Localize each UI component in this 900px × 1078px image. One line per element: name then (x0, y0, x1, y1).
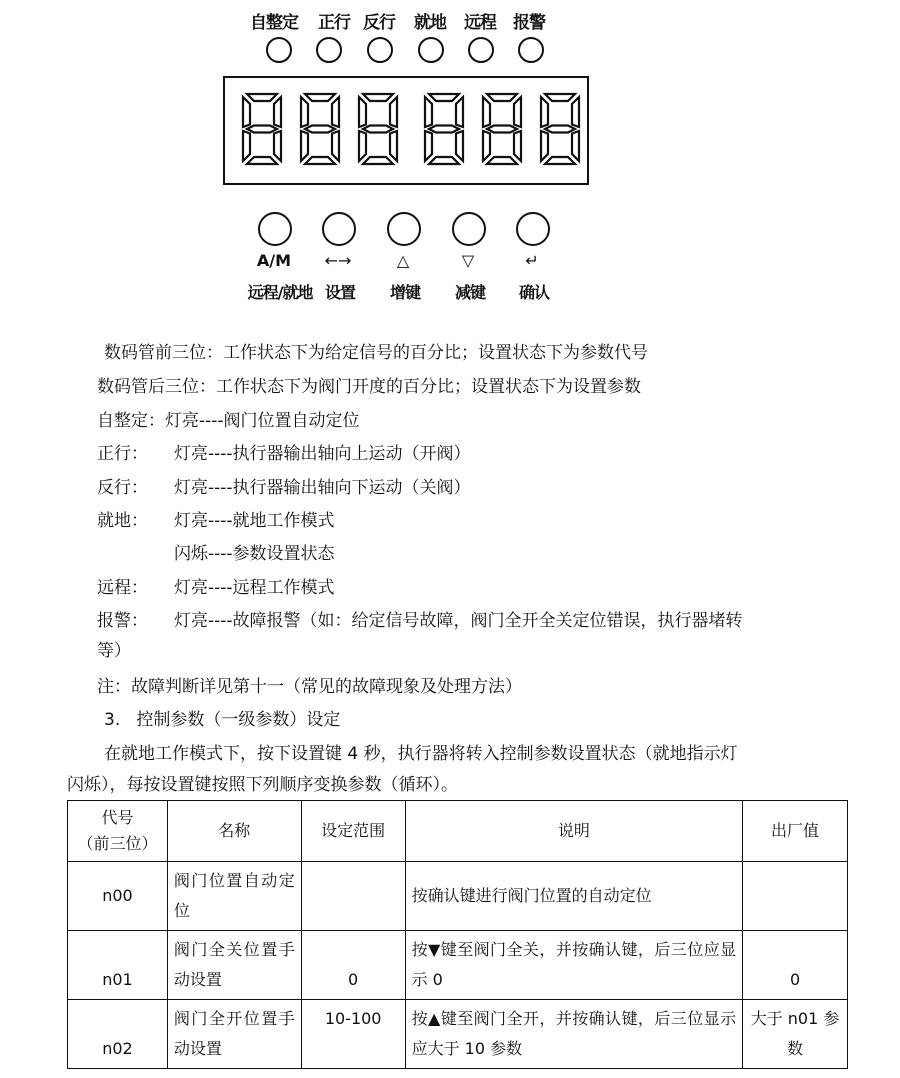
table-row (68, 862, 848, 931)
local-desc (97, 510, 335, 532)
segment (305, 94, 335, 101)
fault-note: 注：故障判断详见第十一（常见的故障现象及处理方法） (97, 677, 522, 697)
header-range: 设定范围 (301, 801, 405, 862)
cell-range: 10-100 (301, 1000, 405, 1069)
segment (545, 157, 575, 164)
up-triangle-icon: △ (396, 251, 410, 270)
down-triangle-icon: ▽ (461, 251, 475, 270)
segment (429, 126, 459, 133)
segment (541, 131, 548, 161)
display-back-desc: 数码管后三位：工作状态下为阀门开度的百分比；设置状态下为设置参数 (97, 377, 641, 397)
reverse-desc (97, 477, 471, 499)
segment (247, 157, 277, 164)
self-tuning-led-icon (266, 37, 292, 63)
segment (301, 131, 308, 161)
display-front-desc: 数码管前三位：工作状态下为给定信号的百分比；设置状态下为参数代号 (104, 343, 648, 363)
key-label-remote-local: 远程/就地 (247, 283, 313, 302)
remote-desc (97, 577, 335, 599)
key-label-decrease: 减键 (454, 283, 485, 302)
indicator-label-remote: 远程 (464, 13, 496, 33)
cell-default (743, 862, 848, 931)
segment (487, 126, 517, 133)
segment (363, 94, 393, 101)
segment (243, 97, 250, 127)
indicator-label-forward: 正行 (318, 13, 350, 33)
segment (545, 94, 575, 101)
indicator-label-local: 就地 (414, 13, 446, 33)
cell-desc: 按确认键进行阀门位置的自动定位 (405, 862, 742, 931)
remote-led-icon (468, 37, 494, 63)
forward-desc (97, 443, 471, 465)
segment (332, 97, 339, 127)
segment (359, 131, 366, 161)
segment (305, 157, 335, 164)
segment (305, 126, 335, 133)
segment (545, 126, 575, 133)
local-led-icon (418, 37, 444, 63)
header-name: 名称 (167, 801, 301, 862)
local-key: 就地： (97, 511, 148, 531)
segment (390, 131, 397, 161)
segment (359, 97, 366, 127)
left-right-arrow-icon: ←→ (324, 251, 352, 270)
indicator-label-self-tuning: 自整定 (250, 13, 298, 33)
reverse-led-icon (367, 37, 393, 63)
forward-value: 灯亮----执行器输出轴向上运动（开阀） (174, 444, 471, 464)
table-row (68, 931, 848, 1000)
segment (363, 157, 393, 164)
remote-key: 远程： (97, 578, 148, 598)
cell-desc: 按▼键至阀门全关，并按确认键，后三位应显示 0 (405, 931, 742, 1000)
segment (243, 131, 250, 161)
segment (390, 97, 397, 127)
segment (363, 126, 393, 133)
header-desc: 说明 (405, 801, 742, 862)
forward-led-icon (316, 37, 342, 63)
cell-code: n02 (68, 1000, 168, 1069)
segment (425, 131, 432, 161)
alarm-value: 灯亮----故障报警（如：给定信号故障，阀门全开全关定位错误，执行器堵转 (174, 611, 743, 631)
header-default: 出厂值 (743, 801, 848, 862)
segment (274, 131, 281, 161)
table-row (68, 1000, 848, 1069)
cell-name: 阀门全开位置手动设置 (167, 1000, 301, 1069)
segment (572, 131, 579, 161)
segment (514, 131, 521, 161)
self-tuning-desc (97, 410, 360, 432)
section-heading: 3. 控制参数（一级参数）设定 (104, 710, 341, 730)
segment (483, 97, 490, 127)
remote-value: 灯亮----远程工作模式 (174, 578, 335, 598)
indicator-label-alarm: 报警 (513, 13, 545, 33)
alarm-desc-cont: 等） (97, 641, 131, 661)
section-paragraph-1: 在就地工作模式下，按下设置键 4 秒，执行器将转入控制参数设置状态（就地指示灯 (104, 744, 738, 764)
set-key[interactable] (322, 212, 356, 246)
segment (301, 97, 308, 127)
cell-name: 阀门全关位置手动设置 (167, 931, 301, 1000)
self-tuning-value: 灯亮----阀门位置自动定位 (165, 411, 360, 431)
local-value: 灯亮----就地工作模式 (174, 511, 335, 531)
section-paragraph-2: 闪烁），每按设置键按照下列顺序变换参数（循环）。 (67, 775, 458, 795)
cell-range (301, 862, 405, 931)
increase-key[interactable] (387, 212, 421, 246)
cell-default: 0 (743, 931, 848, 1000)
segment (456, 97, 463, 127)
alarm-key: 报警： (97, 611, 148, 631)
cell-code: n01 (68, 931, 168, 1000)
segment (483, 131, 490, 161)
table-header-row (68, 801, 848, 862)
seven-segment-display (223, 76, 589, 185)
segment (274, 97, 281, 127)
local-flash-desc: 闪烁----参数设置状态 (174, 544, 335, 564)
alarm-led-icon (518, 37, 544, 63)
segment (247, 126, 277, 133)
cell-range: 0 (301, 931, 405, 1000)
segment (541, 97, 548, 127)
header-code: 代号 （前三位） (68, 801, 168, 862)
segment (247, 94, 277, 101)
segment (429, 157, 459, 164)
auto-manual-key[interactable] (258, 212, 292, 246)
self-tuning-key: 自整定： (97, 411, 165, 431)
enter-arrow-icon: ↵ (525, 251, 539, 270)
confirm-key[interactable] (516, 212, 550, 246)
segment (425, 97, 432, 127)
parameter-table (67, 800, 848, 1069)
segment (429, 94, 459, 101)
cell-code: n00 (68, 862, 168, 931)
key-label-set: 设置 (324, 283, 355, 302)
forward-key: 正行： (97, 444, 148, 464)
decrease-key[interactable] (452, 212, 486, 246)
segment (487, 157, 517, 164)
segment (487, 94, 517, 101)
alarm-desc (97, 610, 743, 632)
key-label-increase: 增键 (389, 283, 420, 302)
segment (456, 131, 463, 161)
key-label-confirm: 确认 (518, 283, 549, 302)
cell-desc: 按▲键至阀门全开，并按确认键，后三位显示应大于 10 参数 (405, 1000, 742, 1069)
cell-default: 大于 n01 参数 (743, 1000, 848, 1069)
segment (332, 131, 339, 161)
am-symbol: A/M (256, 251, 292, 270)
cell-name: 阀门位置自动定位 (167, 862, 301, 931)
indicator-label-reverse: 反行 (363, 13, 395, 33)
segment (572, 97, 579, 127)
reverse-value: 灯亮----执行器输出轴向下运动（关阀） (174, 478, 471, 498)
reverse-key: 反行： (97, 478, 148, 498)
segment (514, 97, 521, 127)
seven-segment-digits-icon (225, 78, 587, 183)
